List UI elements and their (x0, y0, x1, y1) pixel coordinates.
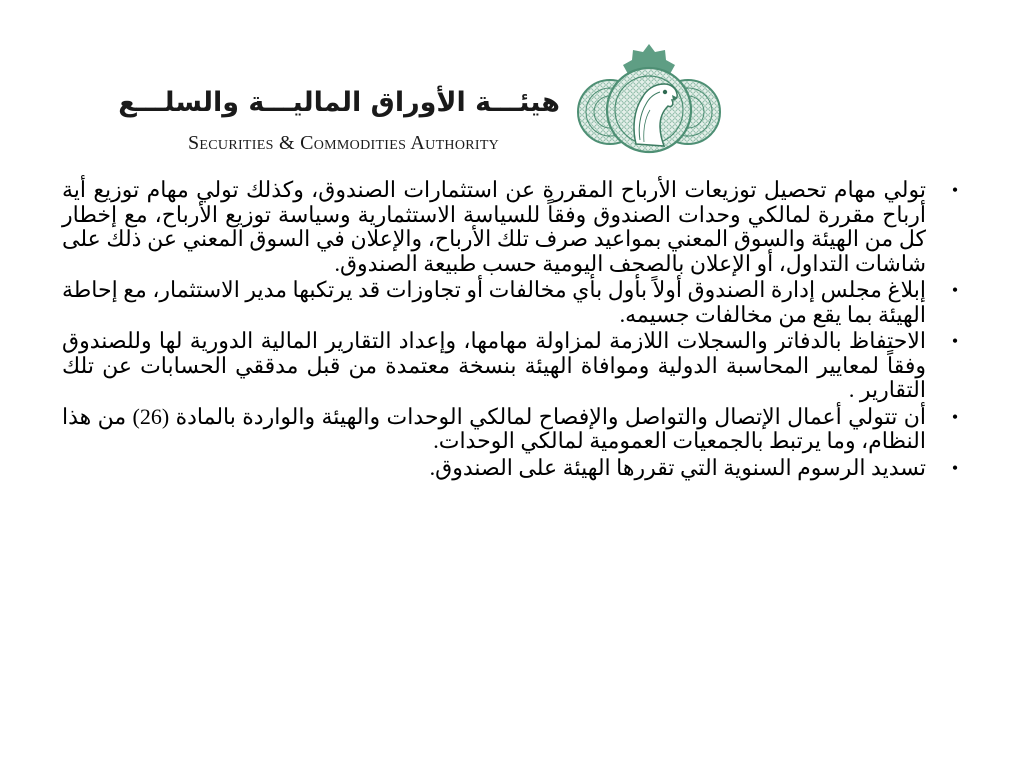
falcon-emblem-icon (576, 40, 722, 164)
list-item-text: تسديد الرسوم السنوية التي تقررها الهيئة على الصندوق. (429, 454, 926, 480)
bullet-marker: • (951, 457, 959, 478)
list-item (62, 456, 964, 481)
list-item (62, 405, 964, 454)
bullet-marker: • (951, 280, 959, 300)
logo-english-name: Securities & Commodities Authority (188, 132, 500, 154)
list-item-text: تولي مهام تحصيل توزيعات الأرباح المقررة عن استثمارات الصندوق، وكذلك تولي مهام توزيع أية أرباح مقررة لمالكي وحدات الصندوق وفقاً للسياسة الاستثمارية وسياسة توزيع الأرباح، مع إخطار كل من الهيئة والسوق المعني بمواعيد صرف تلك الأرباح، والإعلان في السوق المعني عن ذلك على شاشات التداول، أو الإعلان بالصحف اليومية حسب طبيعة الصندوق. (62, 177, 926, 276)
list-item (62, 178, 964, 276)
list-item-text: أن تتولي أعمال الإتصال والتواصل والإفصاح لمالكي الوحدات والهيئة والواردة بالمادة (26) من هذا النظام، وما يرتبط بالجمعيات العمومية لمالكي الوحدات. (62, 403, 926, 453)
list-item-text: إبلاغ مجلس إدارة الصندوق أولاً بأول بأي مخالفات أو تجاوزات قد يرتكبها مدير الاستثمار، مع إحاطة الهيئة بما يقع من مخالفات جسيمه. (62, 277, 926, 327)
bullet-list-container (62, 178, 964, 482)
logo-arabic-name: هيئـــة الأوراق الماليـــة والسلـــع (118, 87, 560, 118)
list-item (62, 329, 964, 403)
bullet-marker: • (951, 180, 959, 200)
bullet-list (62, 178, 964, 480)
list-item-text: الاحتفاظ بالدفاتر والسجلات اللازمة لمزاولة مهامها، وإعداد التقارير المالية الدورية لها وللصندوق وفقاً لمعايير المحاسبة الدولية وموافاة الهيئة بنسخة معتمدة من قبل مدققي الحسابات عن تلك التقارير . (62, 328, 926, 402)
bullet-marker: • (951, 331, 959, 351)
list-item (62, 278, 964, 327)
sca-logo (118, 40, 722, 170)
bullet-marker: • (951, 406, 959, 427)
